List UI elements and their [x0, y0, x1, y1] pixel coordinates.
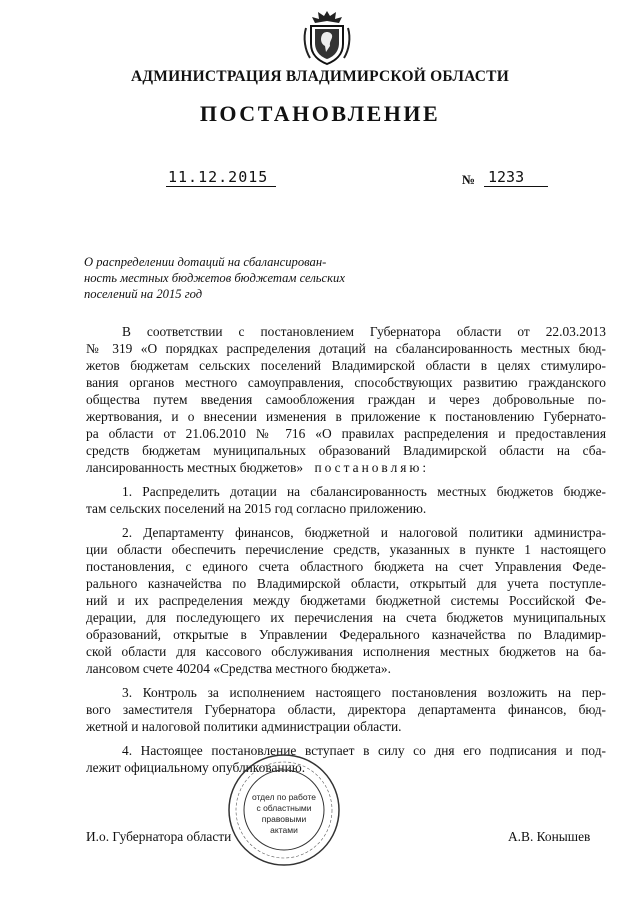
paragraph-item-4	[86, 742, 606, 776]
body-line: вания органов местного самоуправления, способствующих развитию гражданского	[86, 375, 606, 390]
document-body	[86, 323, 606, 776]
body-line: постановления, с единого счета областного бюджета на счет Управления Феде-	[86, 559, 606, 574]
office-stamp	[226, 752, 342, 868]
body-line: вого заместителя Губернатора области, директора департамента финансов, бюд-	[86, 702, 606, 717]
body-line: жетов бюджетам сельских поселений Владимирской области в целях стимулиро-	[86, 358, 606, 373]
body-line: В соответствии с постановлением Губернатора области от 22.03.2013	[122, 324, 606, 339]
document-date: 11.12.2015	[166, 168, 276, 187]
body-line: № 319 «О порядках распределения дотаций на сбалансированность местных бюд-	[86, 341, 606, 356]
body-line: 3. Контроль за исполнением настоящего постановления возложить на пер-	[122, 685, 606, 700]
body-line: дерации, для последующего их перечисления на счета бюджетов муниципальных	[86, 610, 606, 625]
number-label: №	[462, 172, 476, 187]
paragraph-item-2	[86, 524, 606, 677]
signatory-position: И.о. Губернатора области	[86, 829, 232, 844]
stamp-text: с областными	[256, 803, 312, 813]
subject-line: поселений на 2015 год	[84, 287, 203, 301]
paragraph-item-1	[86, 483, 606, 517]
body-line: 4. Настоящее постановление вступает в силу со дня его подписания и под-	[122, 743, 606, 758]
document-subject	[84, 254, 369, 302]
body-line: рального казначейства по Владимирской области, открытый для учета поступле-	[86, 576, 606, 591]
body-line: 1. Распределить дотации на сбалансированность местных бюджетов бюдже-	[122, 484, 606, 499]
organization-title: АДМИНИСТРАЦИЯ ВЛАДИМИРСКОЙ ОБЛАСТИ	[131, 68, 509, 85]
body-line: ний и их распределения между бюджетами бюджетной системы Российской Фе-	[86, 593, 606, 608]
body-line: ской области для кассового обслуживания исполнения местных бюджетов на ба-	[86, 644, 606, 659]
paragraph-preamble	[86, 323, 606, 476]
body-line: лансовом счете 40204 «Средства местного бюджета».	[86, 661, 391, 676]
coat-of-arms-icon	[300, 8, 354, 66]
decree-word: постановляю:	[314, 460, 430, 475]
body-line: лежит официальному опубликованию.	[86, 760, 306, 775]
body-line: жертвования, и о внесении изменения в приложение к постановлению Губернато-	[86, 409, 606, 424]
stamp-text: отдел по работе	[252, 792, 316, 802]
body-line: средств бюджетам муниципальных образований Владимирской области на сба-	[86, 443, 606, 458]
body-line: ра области от 21.06.2010 № 716 «О правилах распределения и предоставления	[86, 426, 606, 441]
body-line: жетной и налоговой политики администрации области.	[86, 719, 402, 734]
body-line: там сельских поселений на 2015 год согласно приложению.	[86, 501, 427, 516]
body-line: ции области обеспечить перечисление средств, указанных в пункте 1 настоящего	[86, 542, 606, 557]
body-line	[86, 459, 606, 476]
body-line: общества путем введения самообложения граждан и через добровольные по-	[86, 392, 606, 407]
signatory-name: А.В. Конышев	[508, 829, 591, 844]
subject-line: ность местных бюджетов бюджетам сельских	[84, 271, 345, 285]
document-number: 1233	[484, 168, 548, 187]
stamp-text: правовыми	[261, 814, 307, 824]
document-type: ПОСТАНОВЛЕНИЕ	[199, 101, 441, 126]
body-line: образований, открытые в Управлении Федерального казначейства по Владимир-	[86, 627, 606, 642]
body-line-text: лансированность местных бюджетов»	[86, 460, 304, 475]
subject-line: О распределении дотаций на сбалансирован-	[84, 255, 327, 269]
stamp-text: актами	[270, 825, 298, 835]
body-line: 2. Департаменту финансов, бюджетной и налоговой политики администра-	[122, 525, 606, 540]
paragraph-item-3	[86, 684, 606, 735]
